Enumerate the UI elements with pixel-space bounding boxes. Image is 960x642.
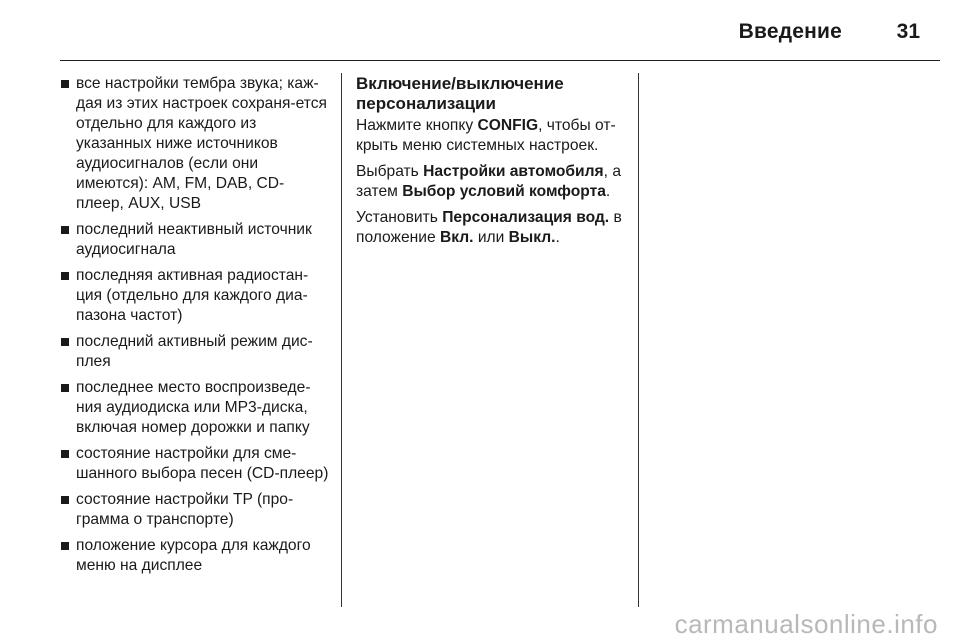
text-run: Установить (356, 209, 443, 226)
watermark: carmanualsonline.info (674, 609, 938, 639)
page-header (0, 0, 960, 62)
bullet-square-icon (61, 80, 69, 88)
page-number: 31 (896, 20, 920, 43)
bullet-square-icon (61, 450, 69, 458)
bullet-square-icon (61, 542, 69, 550)
column-divider-left (341, 73, 342, 607)
settings-bullet-list (60, 74, 332, 576)
list-item (60, 378, 332, 438)
list-item-text: положение курсора для каждого меню на дисплее (76, 537, 311, 574)
list-item-text: последняя активная радиостан-ция (отдельно для каждого диа-пазона частот) (76, 267, 309, 324)
text-run: в положение (356, 209, 622, 246)
middle-column (356, 74, 628, 254)
column-divider-right (638, 73, 639, 607)
text-run: . (605, 183, 611, 200)
instruction-paragraph-select (356, 162, 628, 202)
menu-item-comfort-settings: Выбор условий комфорта (402, 183, 606, 200)
list-item (60, 74, 332, 214)
list-item (60, 332, 332, 372)
list-item (60, 444, 332, 484)
bullet-square-icon (61, 338, 69, 346)
list-item-text: последнее место воспроизведе-ния аудиодиска или MP3-диска, включая номер дорожки и папку (76, 379, 311, 436)
text-run: , а затем (356, 163, 621, 200)
bullet-square-icon (61, 272, 69, 280)
bullet-square-icon (61, 384, 69, 392)
list-item (60, 536, 332, 576)
config-button-label: CONFIG (477, 117, 539, 134)
instruction-paragraph-set (356, 208, 628, 248)
text-run: , чтобы от-крыть меню системных настроек. (356, 117, 616, 154)
list-item-text: все настройки тембра звука; каж-дая из этих настроек сохраня-ется отдельно для каждого из указанных ниже источников аудиосигналов (если они имеются): AM, FM, DAB, CD-плеер, AUX, USB (76, 75, 327, 212)
list-item-text: последний неактивный источник аудиосигнала (76, 221, 312, 258)
menu-item-driver-personalization: Персонализация вод. (442, 209, 610, 226)
option-on: Вкл. (439, 229, 474, 246)
page-title: Введение (738, 20, 842, 43)
option-off: Выкл. (508, 229, 556, 246)
bullet-square-icon (61, 226, 69, 234)
list-item (60, 220, 332, 260)
text-run: . (555, 229, 560, 246)
list-item (60, 490, 332, 530)
list-item (60, 266, 332, 326)
text-run: Выбрать (356, 163, 424, 180)
section-heading: Включение/выключение персонализации (356, 74, 564, 113)
instruction-paragraph-config (356, 116, 628, 156)
header-rule (60, 60, 940, 61)
list-item-text: состояние настройки TP (про-грамма о транспорте) (76, 491, 294, 528)
left-column (60, 74, 332, 582)
text-run: Нажмите кнопку (356, 117, 478, 134)
list-item-text: состояние настройки для сме-шанного выбора песен (CD-плеер) (76, 445, 329, 482)
list-item-text: последний активный режим дис-плея (76, 333, 313, 370)
menu-item-vehicle-settings: Настройки автомобиля (423, 163, 604, 180)
bullet-square-icon (61, 496, 69, 504)
text-run: или (473, 229, 509, 246)
